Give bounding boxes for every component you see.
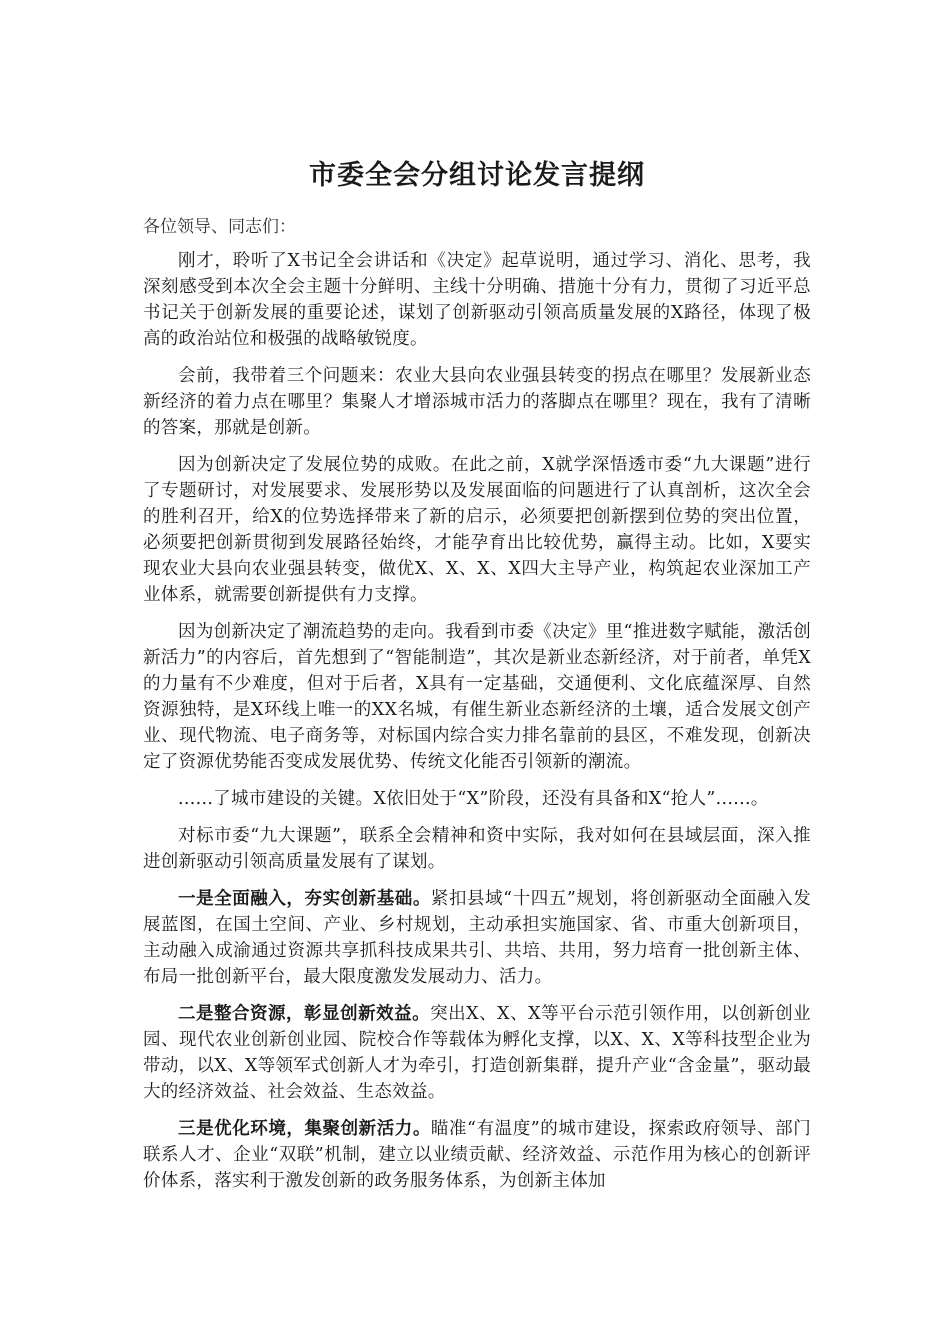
paragraph-7 [143,886,811,990]
paragraph-text: 突出X、X、X等平台示范引领作用，以创新创业园、现代农业创新创业园、院校合作等载体为孵化支撑，以X、X、X等科技型企业为带动，以X、X等领军式创新人才为牵引，打造创新集群，提升产业“含金量”，驱动最大的经济效益、社会效益、生态效益。 [143,1004,811,1102]
document-page [143,150,811,1205]
paragraph-text: 刚才，聆听了X书记全会讲话和《决定》起草说明，通过学习、消化、思考，我深刻感受到本次全会主题十分鲜明、主线十分明确、措施十分有力，贯彻了习近平总书记关于创新发展的重要论述，谋划了创新驱动引领高质量发展的X路径，体现了极高的政治站位和极强的战略敏锐度。 [143,251,811,349]
paragraph-lead: 一是全面融入，夯实创新基础。 [178,889,431,909]
paragraph-9 [143,1116,811,1194]
paragraph-lead: 三是优化环境，集聚创新活力。 [178,1119,431,1139]
paragraph-text: 瞄准“有温度”的城市建设，探索政府领导、部门联系人才、企业“双联”机制，建立以业绩贡献、经济效益、示范作用为核心的创新评价体系，落实利于激发创新的政务服务体系，为创新主体加 [143,1119,811,1191]
greeting: 各位领导、同志们： [143,217,296,237]
paragraph-1 [143,248,811,352]
paragraph-text: 因为创新决定了潮流趋势的走向。我看到市委《决定》里“推进数字赋能，激活创新活力”的内容后，首先想到了“智能制造”，其次是新业态新经济，对于前者，单凭X的力量有不少难度，但对于后者，X具有一定基础，交通便利、文化底蕴深厚、自然资源独特，是X环线上唯一的XX名城，有催生新业态新经济的土壤，适合发展文创产业、现代物流、电子商务等，对标国内综合实力排名靠前的县区，不难发现，创新决定了资源优势能否变成发展优势、传统文化能否引领新的潮流。 [143,622,811,772]
paragraph-2 [143,363,811,441]
paragraph-text: 对标市委“九大课题”，联系全会精神和资中实际，我对如何在县域层面，深入推进创新驱动引领高质量发展有了谋划。 [143,826,811,872]
paragraph-8 [143,1001,811,1105]
paragraph-text: 紧扣县域“十四五”规划，将创新驱动全面融入发展蓝图，在国土空间、产业、乡村规划，主动承担实施国家、省、市重大创新项目，主动融入成渝通过资源共享抓科技成果共引、共培、共用，努力培育一批创新主体、布局一批创新平台，最大限度激发发展动力、活力。 [143,889,811,987]
paragraph-3 [143,452,811,608]
paragraph-text: ......了城市建设的关键。X依旧处于“X”阶段，还没有具备和X“抢人”......。 [178,789,769,809]
paragraph-5 [143,786,811,812]
document-title: 市委全会分组讨论发言提纲 [309,160,645,191]
paragraph-text: 因为创新决定了发展位势的成败。在此之前，X就学深悟透市委“九大课题”进行了专题研讨，对发展要求、发展形势以及发展面临的问题进行了认真剖析，这次全会的胜利召开，给X的位势选择带来了新的启示，必须要把创新摆到位势的突出位置，必须要把创新贯彻到发展路径始终，才能孕育出比较优势，赢得主动。比如，X要实现农业大县向农业强县转变，做优X、X、X、X四大主导产业，构筑起农业深加工产业体系，就需要创新提供有力支撑。 [143,455,811,605]
paragraph-text: 会前，我带着三个问题来：农业大县向农业强县转变的拐点在哪里？发展新业态新经济的着力点在哪里？集聚人才增添城市活力的落脚点在哪里？现在，我有了清晰的答案，那就是创新。 [143,366,811,438]
paragraph-lead: 二是整合资源，彰显创新效益。 [178,1004,431,1024]
paragraph-4 [143,619,811,775]
paragraph-6 [143,823,811,875]
